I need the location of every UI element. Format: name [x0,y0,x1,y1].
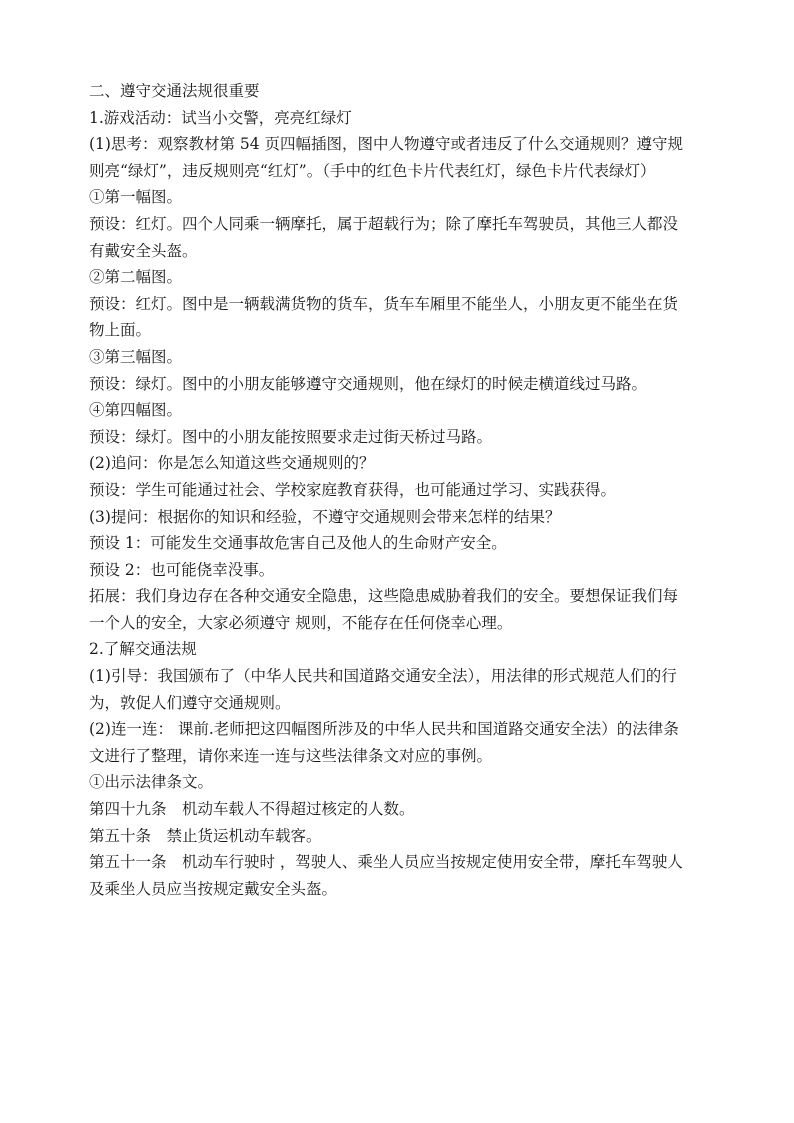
list-item: ①第一幅图。 [89,188,183,207]
activity-heading: 2.了解交通法规 [89,640,197,659]
paragraph-line: 预设：红灯。图中是一辆载满货物的货车，货车车厢里不能坐人，小朋友更不能坐在货 [89,294,679,313]
paragraph-line: 物上面。 [89,321,152,340]
paragraph-line: 预设 1：可能发生交通事故危害自己及他人的生命财产安全。 [89,534,507,553]
paragraph-line: (1)引导：我国颁布了（中华人民共和国道路交通安全法），用法律的形式规范人们的行 [89,667,677,686]
law-article: 第五十条 禁止货运机动车载客。 [89,826,322,845]
paragraph-line: 拓展：我们身边存在各种交通安全隐患，这些隐患威胁着我们的安全。要想保证我们每 [89,587,679,606]
document-body [89,78,711,902]
paragraph-line: 有戴安全头盔。 [89,241,198,260]
law-article: 第四十九条 机动车载人不得超过核定的人数。 [89,800,415,819]
list-item: ②第二幅图。 [89,268,183,287]
paragraph-line: (3)提问：根据你的知识和经验，不遵守交通规则会带来怎样的结果？ [89,507,561,526]
paragraph-line: 预设：绿灯。图中的小朋友能按照要求走过街天桥过马路。 [89,427,493,446]
paragraph-line: 则亮“绿灯”，违反规则亮“红灯”。（手中的红色卡片代表红灯，绿色卡片代表绿灯） [89,161,656,180]
paragraph-line: (1)思考：观察教材第 54 页四幅插图，图中人物遵守或者违反了什么交通规则？遵守规 [89,135,684,154]
paragraph-line: 为，敦促人们遵守交通规则。 [89,693,291,712]
list-item: ③第三幅图。 [89,347,183,366]
paragraph-line: (2)追问：你是怎么知道这些交通规则的？ [89,454,375,473]
paragraph-line: (2)连一连： 课前.老师把这四幅图所涉及的中华人民共和国道路交通安全法）的法律条 [89,720,679,739]
paragraph-line: 文进行了整理，请你来连一连与这些法律条文对应的事例。 [89,746,493,765]
paragraph-line: 预设：绿灯。图中的小朋友能够遵守交通规则，他在绿灯的时候走横道线过马路。 [89,374,648,393]
paragraph-line: 预设 2：也可能侥幸没事。 [89,560,275,579]
list-item: ④第四幅图。 [89,401,183,420]
law-article: 及乘坐人员应当按规定戴安全头盔。 [89,879,338,898]
paragraph-line: 一个人的安全，大家必须遵守 规则，不能存在任何侥幸心理。 [89,613,513,632]
paragraph-line: 预设：红灯。四个人同乘一辆摩托，属于超载行为；除了摩托车驾驶员，其他三人都没 [89,214,679,233]
law-article: 第五十一条 机动车行驶时 ，驾驶人、乘坐人员应当按规定使用安全带，摩托车驾驶人 [89,853,683,872]
section-heading: 二、遵守交通法规很重要 [89,82,260,100]
paragraph-line: 预设：学生可能通过社会、学校家庭教育获得，也可能通过学习、实践获得。 [89,480,617,499]
activity-heading: 1.游戏活动：试当小交警，亮亮红绿灯 [89,108,352,127]
list-item: ①出示法律条文。 [89,773,214,792]
